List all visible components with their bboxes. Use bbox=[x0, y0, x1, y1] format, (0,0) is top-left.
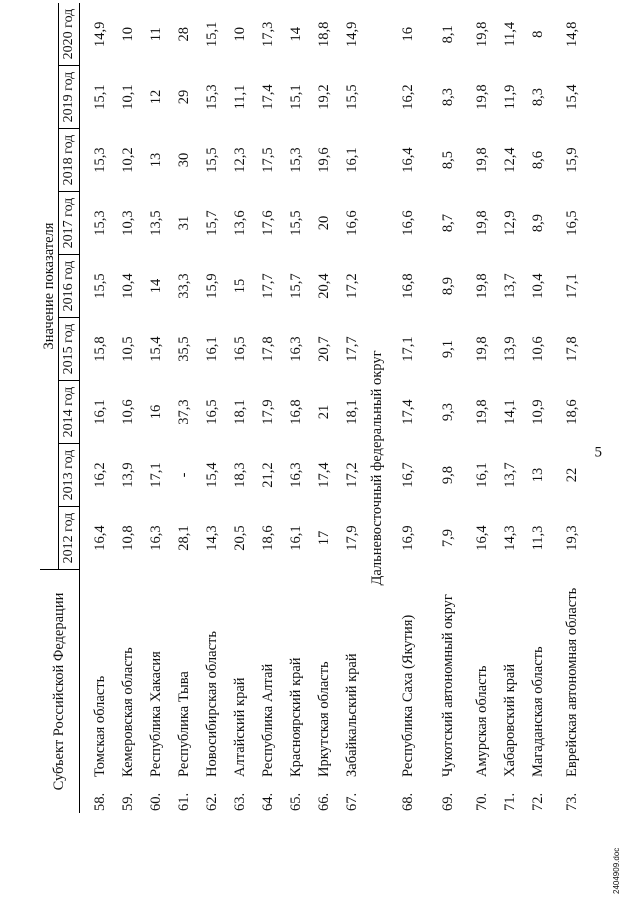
region-name: Еврейская автономная область bbox=[563, 587, 580, 777]
row-number: 59. bbox=[119, 792, 136, 811]
indicator-table bbox=[40, 3, 592, 813]
value-cell: 15,3 bbox=[203, 84, 220, 110]
value-cell: 10,4 bbox=[529, 273, 546, 299]
value-cell: 20 bbox=[315, 215, 332, 231]
value-cell: 15,1 bbox=[91, 84, 108, 110]
value-cell: 10 bbox=[119, 27, 136, 42]
value-cell: 18,3 bbox=[231, 462, 248, 488]
year-header: 2018 год bbox=[59, 129, 80, 192]
value-cell: 14,1 bbox=[501, 399, 518, 425]
value-cell: 10,9 bbox=[529, 399, 546, 425]
value-cell: 19,2 bbox=[315, 84, 332, 110]
value-cell: 16,1 bbox=[287, 525, 304, 551]
value-cell: 17,9 bbox=[259, 399, 276, 425]
value-cell: 15,5 bbox=[203, 147, 220, 173]
table-row bbox=[338, 3, 366, 813]
value-cell: 17,7 bbox=[343, 336, 360, 362]
row-number: 64. bbox=[259, 792, 276, 811]
value-cell: 21 bbox=[315, 404, 332, 420]
row-number: 65. bbox=[287, 792, 304, 811]
value-cell: 12,9 bbox=[501, 210, 518, 236]
value-cell: 12,3 bbox=[231, 147, 248, 173]
value-cell: 16,3 bbox=[287, 336, 304, 362]
value-cell: 16,1 bbox=[91, 399, 108, 425]
value-cell: 30 bbox=[175, 152, 192, 168]
value-cell: 15,3 bbox=[287, 147, 304, 173]
year-header: 2017 год bbox=[59, 192, 80, 255]
value-cell: 28 bbox=[175, 27, 192, 42]
value-cell: 16 bbox=[147, 404, 164, 420]
row-number: 67. bbox=[343, 792, 360, 811]
footer-doc-id: 2404909.doc bbox=[612, 847, 621, 894]
value-cell: 8,9 bbox=[529, 213, 546, 233]
region-name: Томская область bbox=[91, 675, 108, 777]
value-cell: 13,6 bbox=[231, 210, 248, 236]
value-cell: 15 bbox=[231, 278, 248, 294]
value-cell: 10 bbox=[231, 27, 248, 42]
value-cell: 18,1 bbox=[343, 399, 360, 425]
value-cell: 19,6 bbox=[315, 147, 332, 173]
value-cell: 17,9 bbox=[343, 525, 360, 551]
table-body bbox=[80, 3, 593, 813]
value-cell: 15,9 bbox=[563, 147, 580, 173]
value-cell: 19,8 bbox=[473, 147, 490, 173]
region-name: Кемеровская область bbox=[119, 647, 136, 777]
row-number: 72. bbox=[529, 792, 546, 811]
table-row bbox=[198, 3, 226, 813]
value-cell: - bbox=[175, 472, 192, 478]
value-cell: 17,1 bbox=[563, 273, 580, 299]
value-cell: 14,8 bbox=[563, 21, 580, 47]
region-name: Алтайский край bbox=[231, 677, 248, 777]
value-cell: 13,7 bbox=[501, 462, 518, 488]
value-cell: 16,8 bbox=[287, 399, 304, 425]
value-cell: 8,7 bbox=[439, 213, 456, 233]
value-cell: 16,5 bbox=[203, 399, 220, 425]
region-name: Республика Хакасия bbox=[147, 651, 164, 777]
value-cell: 19,8 bbox=[473, 336, 490, 362]
value-cell: 8,3 bbox=[439, 87, 456, 107]
value-cell: 15,5 bbox=[343, 84, 360, 110]
value-cell: 17,1 bbox=[399, 336, 416, 362]
value-cell: 17,8 bbox=[259, 336, 276, 362]
value-cell: 13,9 bbox=[119, 462, 136, 488]
table-row bbox=[142, 3, 170, 813]
value-cell: 13 bbox=[529, 467, 546, 483]
value-cell: 15,1 bbox=[203, 21, 220, 47]
value-cell: 16,1 bbox=[473, 462, 490, 488]
value-cell: 15,8 bbox=[91, 336, 108, 362]
region-name: Республика Тыва bbox=[175, 671, 192, 777]
value-cell: 19,3 bbox=[563, 525, 580, 551]
table-row bbox=[226, 3, 254, 813]
value-cell: 17,4 bbox=[399, 399, 416, 425]
value-cell: 15,5 bbox=[287, 210, 304, 236]
region-name: Красноярский край bbox=[287, 657, 304, 777]
subject-header: Субъект Российской Федерации bbox=[40, 570, 80, 814]
value-cell: 19,8 bbox=[473, 399, 490, 425]
value-cell: 9,1 bbox=[439, 339, 456, 359]
year-header: 2015 год bbox=[59, 318, 80, 381]
page-number: 5 bbox=[594, 444, 602, 461]
value-cell: 11,1 bbox=[231, 84, 248, 110]
value-cell: 15,3 bbox=[91, 147, 108, 173]
value-cell: 17,2 bbox=[343, 462, 360, 488]
value-header: Значение показателя bbox=[40, 3, 59, 570]
value-cell: 17,4 bbox=[259, 84, 276, 110]
region-name: Магаданская область bbox=[529, 646, 546, 777]
value-cell: 8,5 bbox=[439, 150, 456, 170]
value-cell: 10,6 bbox=[119, 399, 136, 425]
row-number: 70. bbox=[473, 792, 490, 811]
value-cell: 29 bbox=[175, 89, 192, 105]
value-cell: 18,6 bbox=[259, 525, 276, 551]
value-cell: 17,1 bbox=[147, 462, 164, 488]
value-cell: 13,5 bbox=[147, 210, 164, 236]
value-cell: 16,5 bbox=[563, 210, 580, 236]
section-row bbox=[366, 3, 388, 813]
value-cell: 15,1 bbox=[287, 84, 304, 110]
row-number: 61. bbox=[175, 792, 192, 811]
row-number: 60. bbox=[147, 792, 164, 811]
value-cell: 19,8 bbox=[473, 21, 490, 47]
value-cell: 10,4 bbox=[119, 273, 136, 299]
value-cell: 11 bbox=[147, 27, 164, 42]
value-cell: 15,4 bbox=[147, 336, 164, 362]
value-cell: 16,4 bbox=[91, 525, 108, 551]
region-name: Амурская область bbox=[473, 665, 490, 777]
value-cell: 16,3 bbox=[147, 525, 164, 551]
value-cell: 16,4 bbox=[473, 525, 490, 551]
year-header: 2014 год bbox=[59, 381, 80, 444]
value-cell: 11,4 bbox=[501, 21, 518, 47]
section-title: Дальневосточный федеральный округ bbox=[368, 350, 385, 586]
value-cell: 37,3 bbox=[175, 399, 192, 425]
value-cell: 14 bbox=[147, 278, 164, 294]
row-number: 69. bbox=[439, 792, 456, 811]
value-cell: 17,4 bbox=[315, 462, 332, 488]
value-cell: 16,7 bbox=[399, 462, 416, 488]
value-cell: 16,3 bbox=[287, 462, 304, 488]
value-cell: 10,5 bbox=[119, 336, 136, 362]
table-row bbox=[496, 3, 524, 813]
value-cell: 15,5 bbox=[91, 273, 108, 299]
value-cell: 13,9 bbox=[501, 336, 518, 362]
year-header: 2019 год bbox=[59, 66, 80, 129]
value-cell: 14,3 bbox=[203, 525, 220, 551]
value-cell: 20,5 bbox=[231, 525, 248, 551]
region-name: Иркутская область bbox=[315, 661, 332, 777]
year-header: 2012 год bbox=[59, 507, 80, 570]
value-cell: 16,2 bbox=[399, 84, 416, 110]
table-row bbox=[254, 3, 282, 813]
value-cell: 16,1 bbox=[203, 336, 220, 362]
value-cell: 9,8 bbox=[439, 465, 456, 485]
value-cell: 22 bbox=[563, 467, 580, 483]
value-cell: 19,8 bbox=[473, 84, 490, 110]
table-row bbox=[388, 3, 428, 813]
region-name: Чукотский автономный округ bbox=[439, 594, 456, 777]
value-cell: 16 bbox=[399, 27, 416, 42]
value-cell: 16,8 bbox=[399, 273, 416, 299]
region-name: Новосибирская область bbox=[203, 631, 220, 777]
value-cell: 8 bbox=[529, 30, 546, 38]
row-number: 58. bbox=[91, 792, 108, 811]
value-cell: 18,8 bbox=[315, 21, 332, 47]
value-cell: 17,7 bbox=[259, 273, 276, 299]
value-cell: 18,1 bbox=[231, 399, 248, 425]
value-cell: 16,9 bbox=[399, 525, 416, 551]
value-cell: 14 bbox=[287, 27, 304, 42]
value-cell: 10,6 bbox=[529, 336, 546, 362]
region-name: Забайкальский край bbox=[343, 653, 360, 777]
value-cell: 15,7 bbox=[203, 210, 220, 236]
value-cell: 15,7 bbox=[287, 273, 304, 299]
value-cell: 31 bbox=[175, 215, 192, 231]
table-row bbox=[468, 3, 496, 813]
table-row bbox=[524, 3, 552, 813]
table-row bbox=[310, 3, 338, 813]
value-cell: 20,7 bbox=[315, 336, 332, 362]
value-cell: 19,8 bbox=[473, 210, 490, 236]
value-cell: 9,3 bbox=[439, 402, 456, 422]
value-cell: 15,3 bbox=[91, 210, 108, 236]
row-number: 62. bbox=[203, 792, 220, 811]
value-cell: 16,4 bbox=[399, 147, 416, 173]
value-cell: 7,9 bbox=[439, 528, 456, 548]
row-number: 63. bbox=[231, 792, 248, 811]
value-cell: 13,7 bbox=[501, 273, 518, 299]
value-cell: 20,4 bbox=[315, 273, 332, 299]
value-cell: 17,8 bbox=[563, 336, 580, 362]
value-cell: 8,9 bbox=[439, 276, 456, 296]
value-cell: 16,1 bbox=[343, 147, 360, 173]
value-cell: 13 bbox=[147, 152, 164, 168]
region-name: Хабаровский край bbox=[501, 663, 518, 777]
region-name: Республика Саха (Якутия) bbox=[399, 614, 416, 777]
row-number: 71. bbox=[501, 792, 518, 811]
table-row bbox=[86, 3, 114, 813]
value-cell: 15,9 bbox=[203, 273, 220, 299]
value-cell: 17,3 bbox=[259, 21, 276, 47]
value-cell: 14,9 bbox=[343, 21, 360, 47]
value-cell: 17 bbox=[315, 530, 332, 546]
value-cell: 11,9 bbox=[501, 84, 518, 110]
value-cell: 16,5 bbox=[231, 336, 248, 362]
table-row bbox=[114, 3, 142, 813]
value-cell: 8,6 bbox=[529, 150, 546, 170]
row-number: 66. bbox=[315, 792, 332, 811]
row-number: 73. bbox=[563, 792, 580, 811]
value-cell: 17,2 bbox=[343, 273, 360, 299]
value-cell: 19,8 bbox=[473, 273, 490, 299]
year-header: 2020 год bbox=[59, 3, 80, 66]
year-header: 2016 год bbox=[59, 255, 80, 318]
value-cell: 10,3 bbox=[119, 210, 136, 236]
value-cell: 16,6 bbox=[399, 210, 416, 236]
value-cell: 11,3 bbox=[529, 525, 546, 551]
value-cell: 16,2 bbox=[91, 462, 108, 488]
region-name: Республика Алтай bbox=[259, 663, 276, 777]
table-row bbox=[170, 3, 198, 813]
table-row bbox=[552, 3, 592, 813]
value-cell: 10,8 bbox=[119, 525, 136, 551]
page-number-wrap bbox=[594, 441, 622, 465]
value-cell: 10,1 bbox=[119, 84, 136, 110]
value-cell: 14,3 bbox=[501, 525, 518, 551]
value-cell: 15,4 bbox=[203, 462, 220, 488]
value-cell: 17,6 bbox=[259, 210, 276, 236]
value-cell: 18,6 bbox=[563, 399, 580, 425]
value-cell: 12 bbox=[147, 89, 164, 105]
value-cell: 17,5 bbox=[259, 147, 276, 173]
value-cell: 12,4 bbox=[501, 147, 518, 173]
row-number: 68. bbox=[399, 792, 416, 811]
value-cell: 35,5 bbox=[175, 336, 192, 362]
value-cell: 21,2 bbox=[259, 462, 276, 488]
table-row bbox=[282, 3, 310, 813]
value-cell: 28,1 bbox=[175, 525, 192, 551]
value-cell: 14,9 bbox=[91, 21, 108, 47]
value-cell: 33,3 bbox=[175, 273, 192, 299]
value-cell: 10,2 bbox=[119, 147, 136, 173]
value-cell: 16,6 bbox=[343, 210, 360, 236]
value-cell: 8,1 bbox=[439, 25, 456, 44]
year-header: 2013 год bbox=[59, 444, 80, 507]
table-row bbox=[428, 3, 468, 813]
value-cell: 8,3 bbox=[529, 87, 546, 107]
value-cell: 15,4 bbox=[563, 84, 580, 110]
